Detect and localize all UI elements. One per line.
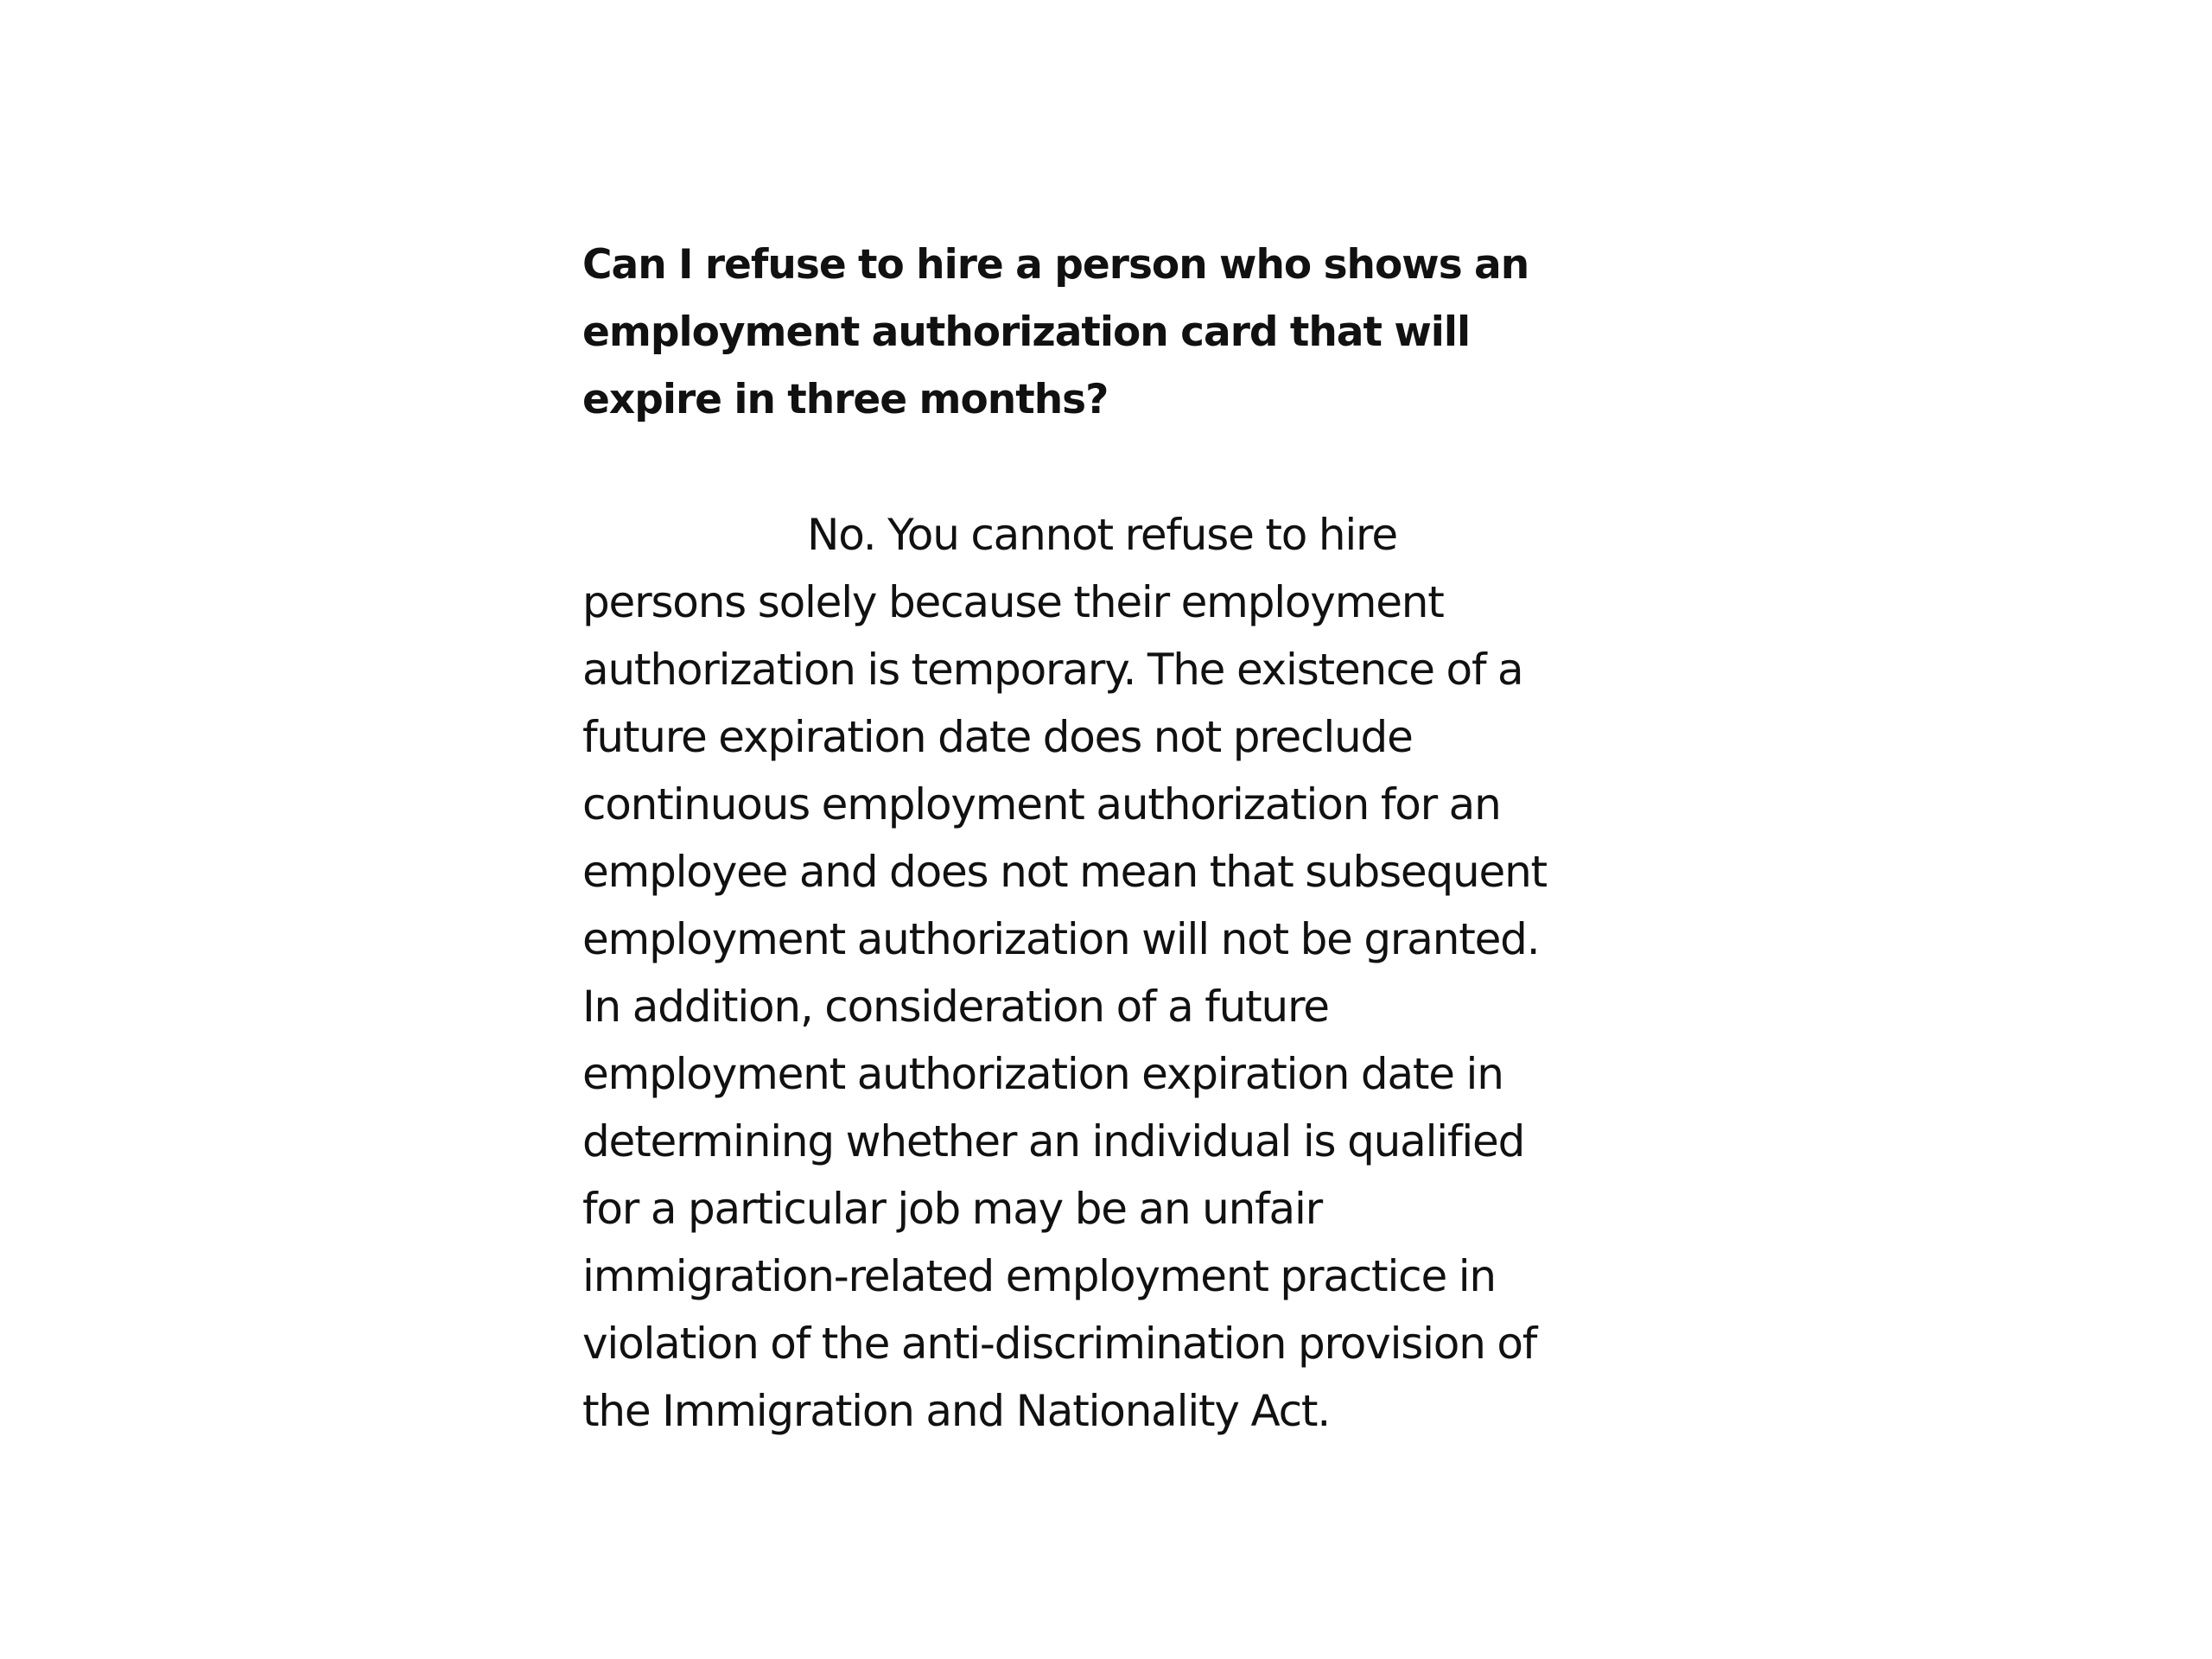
answer-line: persons solely because their employment bbox=[582, 577, 1444, 627]
answer-line: immigration-related employment practice in bbox=[582, 1251, 1496, 1301]
answer-line: the Immigration and Nationality Act. bbox=[582, 1386, 1331, 1436]
answer-line: No. You cannot refuse to hire bbox=[807, 510, 1397, 560]
answer-line: In addition, consideration of a future bbox=[582, 982, 1329, 1032]
answer-line: authorization is temporary. The existence of a bbox=[582, 645, 1523, 695]
question-line: employment authorization card that will bbox=[582, 308, 1471, 356]
question-line: expire in three months? bbox=[582, 376, 1109, 423]
question-heading bbox=[582, 232, 1706, 434]
answer-line: employment authorization expiration date in bbox=[582, 1049, 1503, 1099]
answer-line: employee and does not mean that subsequent bbox=[582, 847, 1547, 897]
answer-line: violation of the anti-discrimination provision of bbox=[582, 1319, 1537, 1369]
slide-content bbox=[582, 232, 1706, 1445]
answer-line: future expiration date does not preclude bbox=[582, 712, 1413, 762]
answer-line: employment authorization will not be granted. bbox=[582, 914, 1540, 964]
answer-line: determining whether an individual is qualified bbox=[582, 1116, 1525, 1166]
answer-line: continuous employment authorization for an bbox=[582, 779, 1501, 830]
answer-line: for a particular job may be an unfair bbox=[582, 1184, 1322, 1234]
question-line: Can I refuse to hire a person who shows an bbox=[582, 241, 1529, 289]
answer-paragraph bbox=[582, 501, 1706, 1445]
